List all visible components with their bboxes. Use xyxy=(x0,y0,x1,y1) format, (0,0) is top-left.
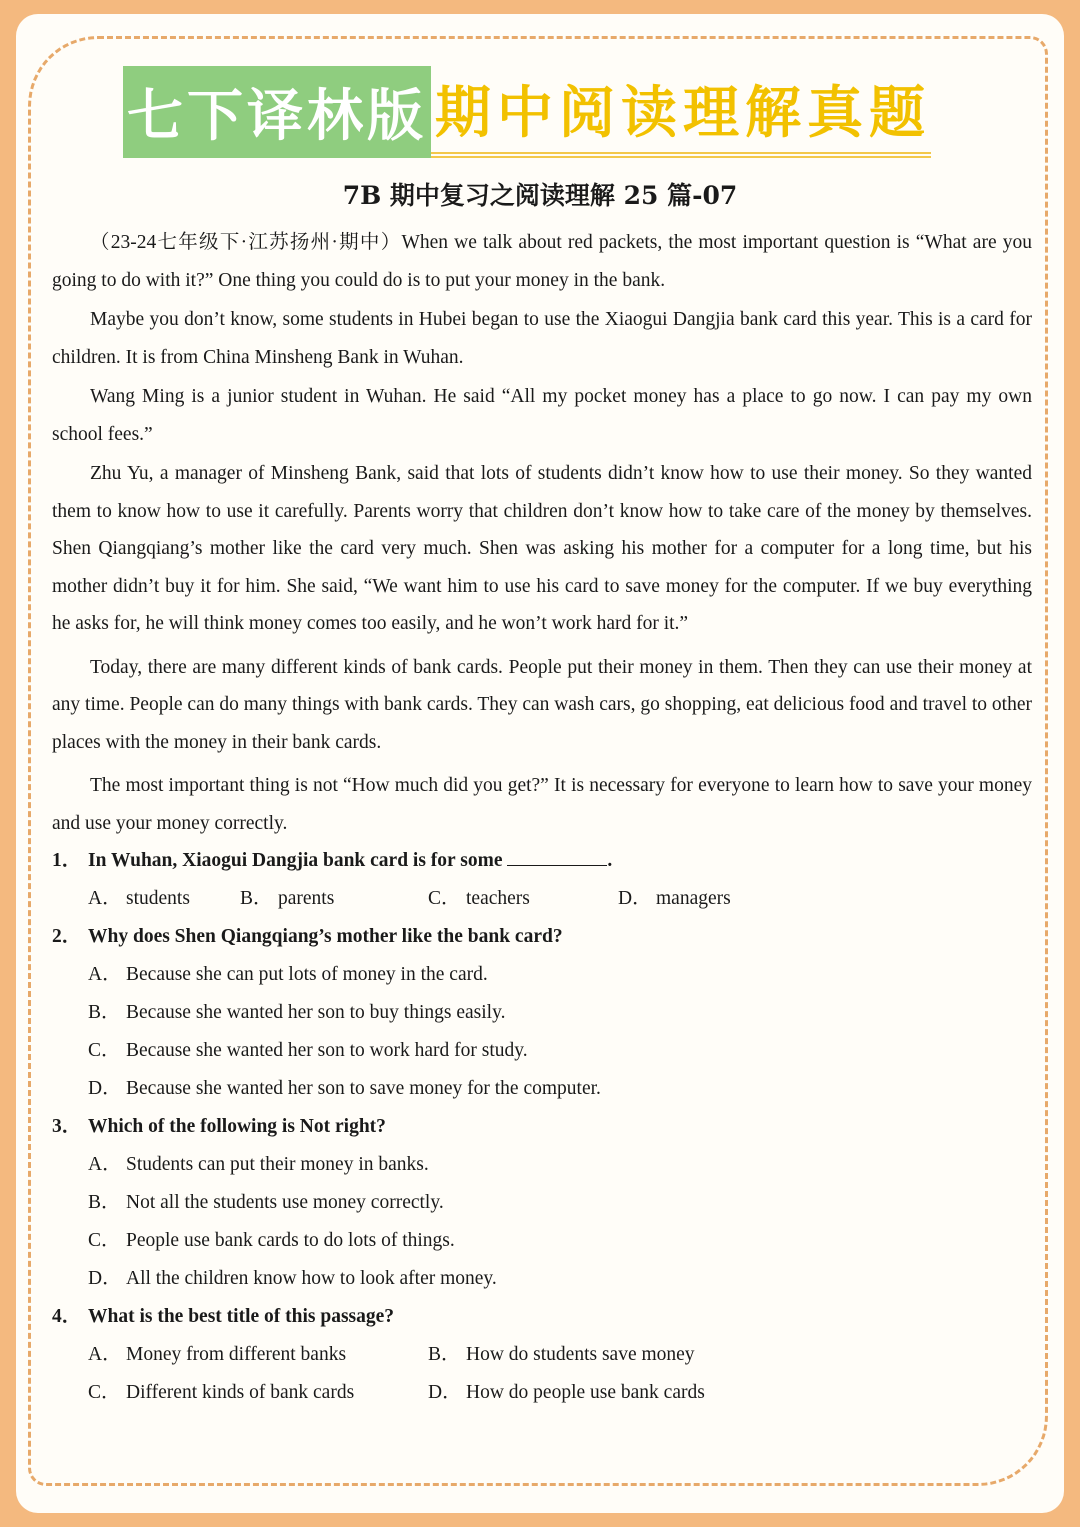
passage-paragraph-5: Today, there are many different kinds of bank cards. People put their money in them. Then they can use their money at any time. People can do many things with bank cards. They can wash cars, go shopping, eat delicious food and travel to other places with the money in their bank cards. xyxy=(52,656,1032,753)
answer-blank[interactable] xyxy=(507,843,607,866)
passage-paragraph-3: Wang Ming is a junior student in Wuhan. He said “All my pocket money has a place to go now. I can pay my own school fees.” xyxy=(52,386,1032,445)
option-a[interactable]: A． students xyxy=(88,888,190,909)
question-tail: . xyxy=(607,850,613,871)
option-b[interactable]: B． Because she wanted her son to buy things easily. xyxy=(88,1002,506,1023)
passage-paragraph-2: Maybe you don’t know, some students in Hubei began to use the Xiaogui Dangjia bank card this year. This is a card for children. It is from China Minsheng Bank in Wuhan. xyxy=(52,309,1032,368)
question-number: 1． xyxy=(52,850,82,871)
question-text: What is the best title of this passage? xyxy=(88,1306,395,1327)
option-d[interactable]: D． Because she wanted her son to save money for the computer. xyxy=(88,1078,601,1099)
option-c[interactable]: C． Because she wanted her son to work hard for study. xyxy=(88,1040,528,1061)
question-1-options xyxy=(52,880,1032,918)
question-number: 4． xyxy=(52,1306,82,1327)
passage-paragraph-4: Zhu Yu, a manager of Minsheng Bank, said that lots of students didn’t know how to use their money. So they wanted them to know how to use it carefully. Parents worry that children don’t know how to take care of the money by themselves. Shen Qiangqiang’s mother like the card very much. Shen was asking his mother for a computer for a long time, but his mother didn’t buy it for him. She said, “We want him to use his card to save money for the computer. If we buy everything he asks for, he will think money comes too easily, and he won’t work hard for it.” xyxy=(52,463,1032,634)
question-3 xyxy=(52,1108,1032,1146)
option-a[interactable]: A． Money from different banks xyxy=(88,1344,347,1365)
banner-right-text: 期中阅读理解真题 xyxy=(431,66,931,158)
option-c[interactable]: C． teachers xyxy=(428,888,530,909)
passage-paragraph-6: The most important thing is not “How much did you get?” It is necessary for everyone to learn how to save your money and use your money correctly. xyxy=(52,775,1032,834)
question-number: 3． xyxy=(52,1116,82,1137)
worksheet-page xyxy=(16,14,1064,1513)
question-4-options-row-1 xyxy=(52,1336,1032,1374)
option-d[interactable]: D． All the children know how to look after money. xyxy=(88,1268,497,1289)
title-banner xyxy=(123,66,931,158)
question-text: Which of the following is Not right? xyxy=(88,1116,386,1137)
option-a[interactable]: A． Because she can put lots of money in the card. xyxy=(88,964,488,985)
question-text: In Wuhan, Xiaogui Dangjia bank card is for some xyxy=(88,850,503,871)
question-text: Why does Shen Qiangqiang’s mother like the bank card? xyxy=(88,926,563,947)
option-b[interactable]: B． parents xyxy=(240,888,335,909)
question-2 xyxy=(52,918,1032,956)
question-number: 2． xyxy=(52,926,82,947)
option-c[interactable]: C． Different kinds of bank cards xyxy=(88,1382,355,1403)
page-subtitle: 7B 期中复习之阅读理解 25 篇-07 xyxy=(342,181,738,210)
option-c[interactable]: C． People use bank cards to do lots of things. xyxy=(88,1230,455,1251)
banner-left-text: 七下译林版 xyxy=(123,66,431,158)
question-4-options-row-2 xyxy=(52,1374,1032,1412)
option-d[interactable]: D． How do people use bank cards xyxy=(428,1382,705,1403)
question-1 xyxy=(52,842,1032,880)
option-a[interactable]: A． Students can put their money in banks. xyxy=(88,1154,429,1175)
option-d[interactable]: D． managers xyxy=(618,888,731,909)
question-4 xyxy=(52,1298,1032,1336)
reading-content xyxy=(52,224,1032,1412)
option-b[interactable]: B． How do students save money xyxy=(428,1344,695,1365)
passage-paragraph-1: （23-24七年级下·江苏扬州·期中）When we talk about red packets, the most important question is “What are you going to do with it?” One thing you could do is to put your money in the bank. xyxy=(52,232,1032,291)
option-b[interactable]: B． Not all the students use money correctly. xyxy=(88,1192,444,1213)
